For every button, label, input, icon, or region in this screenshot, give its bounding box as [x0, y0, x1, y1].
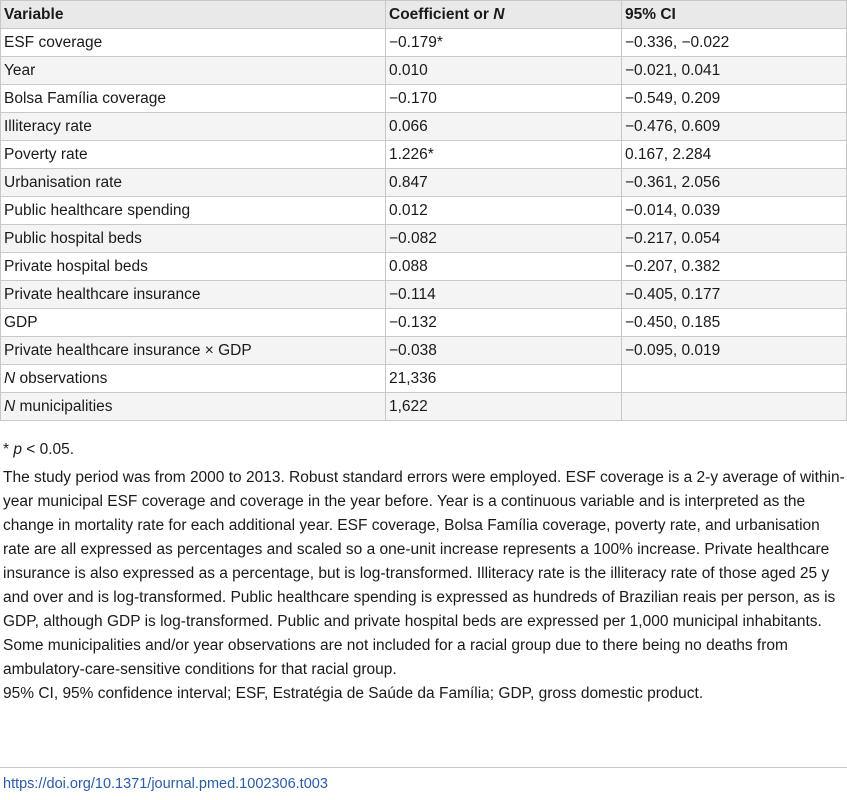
- row-ci: −0.361, 2.056: [622, 169, 847, 197]
- table-row: [1, 113, 847, 141]
- table-row: [1, 253, 847, 281]
- row-ci: −0.021, 0.041: [622, 57, 847, 85]
- table-row: [1, 169, 847, 197]
- row-label: Illiteracy rate: [1, 113, 386, 141]
- row-ci: [622, 393, 847, 421]
- table-row: [1, 393, 847, 421]
- row-ci: −0.336, −0.022: [622, 29, 847, 57]
- header-variable: Variable: [1, 1, 386, 29]
- row-coefficient: −0.038: [386, 337, 622, 365]
- table-row: [1, 85, 847, 113]
- row-coefficient: 0.010: [386, 57, 622, 85]
- row-label: [1, 365, 386, 393]
- row-coefficient: −0.082: [386, 225, 622, 253]
- table-body: [1, 29, 847, 421]
- table-row: [1, 365, 847, 393]
- row-ci: −0.207, 0.382: [622, 253, 847, 281]
- table-footnotes: [3, 438, 845, 706]
- row-label: Public healthcare spending: [1, 197, 386, 225]
- row-ci: −0.405, 0.177: [622, 281, 847, 309]
- table-row: [1, 197, 847, 225]
- table-row: [1, 281, 847, 309]
- row-label: Poverty rate: [1, 141, 386, 169]
- table-row: [1, 309, 847, 337]
- header-coefficient-n: N: [493, 6, 505, 23]
- row-label: [1, 393, 386, 421]
- row-label-text: municipalities: [15, 398, 113, 415]
- row-ci: −0.217, 0.054: [622, 225, 847, 253]
- row-coefficient: 1,622: [386, 393, 622, 421]
- header-ci: 95% CI: [622, 1, 847, 29]
- table-row: [1, 141, 847, 169]
- significance-footnote: [3, 438, 845, 462]
- table-row: [1, 337, 847, 365]
- row-ci: −0.549, 0.209: [622, 85, 847, 113]
- row-ci: −0.476, 0.609: [622, 113, 847, 141]
- row-coefficient: −0.114: [386, 281, 622, 309]
- row-label: Private healthcare insurance: [1, 281, 386, 309]
- table-header: [1, 1, 847, 29]
- abbreviations-note: 95% CI, 95% confidence interval; ESF, Estratégia de Saúde da Família; GDP, gross domestic product.: [3, 685, 704, 702]
- row-coefficient: 21,336: [386, 365, 622, 393]
- row-ci: [622, 365, 847, 393]
- row-coefficient: 0.847: [386, 169, 622, 197]
- row-coefficient: −0.132: [386, 309, 622, 337]
- study-note: The study period was from 2000 to 2013. Robust standard errors were employed. ESF coverage is a 2-y average of within-year municipal ESF coverage and coverage in the year before. Year is a continuous variable and is interpreted as the change in mortality rate for each additional year. ESF coverage, Bolsa Família coverage, poverty rate, and urbanisation rate are all expressed as percentages and scaled so a one-unit increase represents a 100% increase. Private healthcare insurance is also expressed as a percentage, but is log-transformed. Illiteracy rate is the illiteracy rate of those aged 25 y and over and is log-transformed. Public healthcare spending is expressed as hundreds of Brazilian reais per person, as is GDP, although GDP is log-transformed. Public and private hospital beds are expressed per 1,000 municipal inhabitants. Some municipalities and/or year observations are not included for a racial group due to there being no deaths from ambulatory-care-sensitive conditions for that racial group.: [3, 469, 845, 678]
- row-label-n: N: [4, 398, 16, 415]
- row-coefficient: 0.066: [386, 113, 622, 141]
- row-label-text: observations: [15, 370, 108, 387]
- table-row: [1, 225, 847, 253]
- row-label: Urbanisation rate: [1, 169, 386, 197]
- significance-p: p: [13, 441, 22, 458]
- row-label-n: N: [4, 370, 16, 387]
- header-coefficient: [386, 1, 622, 29]
- row-ci: −0.014, 0.039: [622, 197, 847, 225]
- header-row: [1, 1, 847, 29]
- table-row: [1, 57, 847, 85]
- header-coefficient-text: Coefficient or: [389, 6, 494, 23]
- row-label: Public hospital beds: [1, 225, 386, 253]
- row-label: ESF coverage: [1, 29, 386, 57]
- row-label: Bolsa Família coverage: [1, 85, 386, 113]
- row-coefficient: −0.179*: [386, 29, 622, 57]
- table-row: [1, 29, 847, 57]
- significance-star: *: [3, 441, 14, 458]
- row-label: Private hospital beds: [1, 253, 386, 281]
- row-ci: 0.167, 2.284: [622, 141, 847, 169]
- significance-threshold: < 0.05.: [21, 441, 75, 458]
- row-ci: −0.450, 0.185: [622, 309, 847, 337]
- divider: [0, 767, 847, 768]
- row-coefficient: 1.226*: [386, 141, 622, 169]
- doi-link[interactable]: https://doi.org/10.1371/journal.pmed.1002306.t003: [3, 776, 328, 792]
- row-coefficient: 0.088: [386, 253, 622, 281]
- row-label: GDP: [1, 309, 386, 337]
- row-ci: −0.095, 0.019: [622, 337, 847, 365]
- row-label: Private healthcare insurance × GDP: [1, 337, 386, 365]
- row-coefficient: 0.012: [386, 197, 622, 225]
- row-label: Year: [1, 57, 386, 85]
- row-coefficient: −0.170: [386, 85, 622, 113]
